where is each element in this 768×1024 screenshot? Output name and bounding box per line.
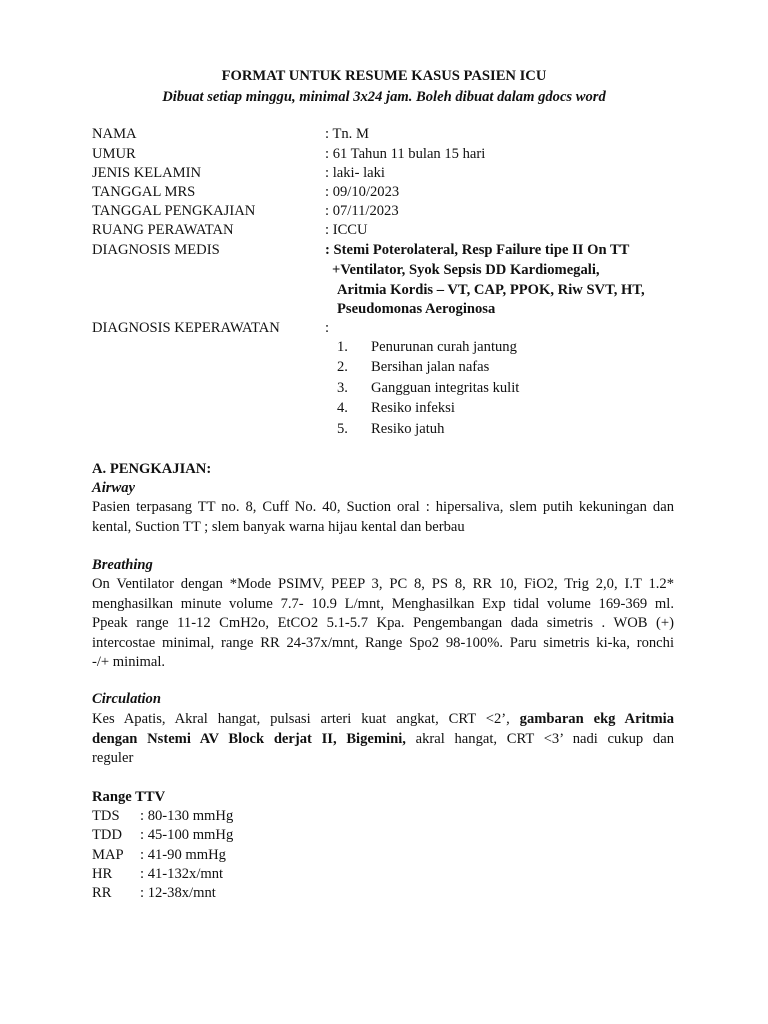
- diagnosis-medis-line-3: Aritmia Kordis – VT, CAP, PPOK, Riw SVT, HT,: [337, 282, 645, 298]
- label-ruang-perawatan: RUANG PERAWATAN: [92, 222, 234, 238]
- value-tanggal-mrs: : 09/10/2023: [325, 184, 400, 200]
- list-item: 5. Resiko jatuh: [337, 421, 445, 437]
- document-subtitle: Dibuat setiap minggu, minimal 3x24 jam. Boleh dibuat dalam gdocs word: [162, 89, 606, 105]
- diagnosis-medis-line-2: +Ventilator, Syok Sepsis DD Kardiomegali,: [332, 262, 600, 278]
- paragraph-airway: Pasien terpasang TT no. 8, Cuff No. 40, Suction oral : hipersaliva, slem putih kekuningan dan kental, Suction TT ; slem banyak warna hijau kental dan berbau: [92, 499, 674, 535]
- subheading-range-ttv: Range TTV: [92, 789, 166, 805]
- diagnosis-medis-line-4: Pseudomonas Aeroginosa: [337, 301, 496, 317]
- list-item: 3. Gangguan integritas kulit: [337, 380, 520, 396]
- subheading-circulation: Circulation: [92, 691, 161, 707]
- value-umur: : 61 Tahun 11 bulan 15 hari: [325, 146, 486, 162]
- document-title: FORMAT UNTUK RESUME KASUS PASIEN ICU: [221, 68, 547, 84]
- value-jenis-kelamin: : laki- laki: [325, 165, 385, 181]
- ttv-row-map: MAP : 41-90 mmHg: [92, 847, 226, 863]
- label-jenis-kelamin: JENIS KELAMIN: [92, 165, 202, 181]
- subheading-breathing: Breathing: [92, 557, 153, 573]
- list-item: 4. Resiko infeksi: [337, 400, 455, 416]
- list-item: 2. Bersihan jalan nafas: [337, 359, 490, 375]
- value-ruang-perawatan: : ICCU: [325, 222, 368, 238]
- subheading-airway: Airway: [92, 480, 135, 496]
- value-nama: : Tn. M: [325, 126, 369, 142]
- label-nama: NAMA: [92, 126, 137, 142]
- ttv-row-rr: RR : 12-38x/mnt: [92, 885, 216, 901]
- ttv-row-tdd: TDD : 45-100 mmHg: [92, 827, 234, 843]
- label-tanggal-mrs: TANGGAL MRS: [92, 184, 196, 200]
- ttv-row-tds: TDS : 80-130 mmHg: [92, 808, 234, 824]
- label-tanggal-pengkajian: TANGGAL PENGKAJIAN: [92, 203, 256, 219]
- paragraph-circulation: Kes Apatis, Akral hangat, pulsasi arteri kuat angkat, CRT <2’, gambaran ekg Aritmia dengan Nstemi AV Block derjat II, Bigemini, akral hangat, CRT <3’ nadi cukup dan reguler: [92, 711, 674, 766]
- label-umur: UMUR: [92, 146, 136, 162]
- diagnosis-medis-line-1: : Stemi Poterolateral, Resp Failure tipe II On TT: [325, 242, 630, 258]
- label-diagnosis-medis: DIAGNOSIS MEDIS: [92, 242, 220, 258]
- list-item: 1. Penurunan curah jantung: [337, 339, 517, 355]
- ttv-row-hr: HR : 41-132x/mnt: [92, 866, 224, 882]
- section-heading-pengkajian: A. PENGKAJIAN:: [92, 461, 212, 477]
- paragraph-breathing: On Ventilator dengan *Mode PSIMV, PEEP 3, PC 8, PS 8, RR 10, FiO2, Trig 2,0, I.T 1.2* menghasilkan minute volume 7.7- 10.9 L/mnt, Menghasilkan Exp tidal volume 169-369 ml. Ppeak range 11-12 CmH2o, EtCO2 5.1-5.7 Kpa. Pengembangan dada simetris . WOB (+) intercostae minimal, range RR 24-37x/mnt, Range Spo2 98-100%. Paru simetris ki-ka, ronchi -/+ minimal.: [92, 576, 674, 670]
- label-diagnosis-keperawatan: DIAGNOSIS KEPERAWATAN: [92, 320, 280, 336]
- colon-diagnosis-keperawatan: :: [325, 320, 330, 336]
- value-tanggal-pengkajian: : 07/11/2023: [325, 203, 399, 219]
